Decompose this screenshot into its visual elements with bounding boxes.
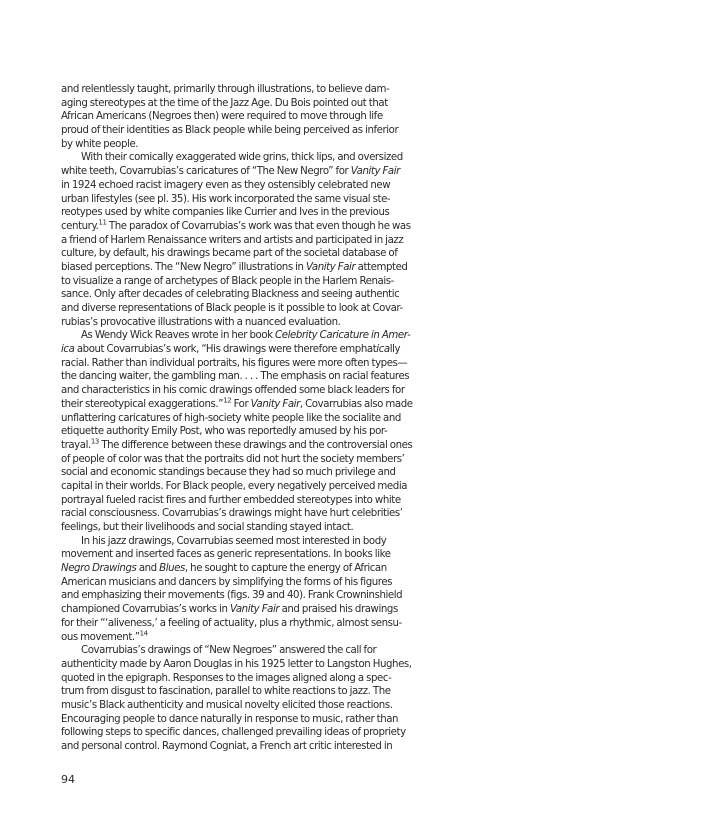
text-line: movement and inserted faces as generic representations. In books like [61,549,391,561]
text-line: Encouraging people to dance naturally in response to music, rather than [61,713,399,725]
text-line: trayal.$^{13}$ The difference between these drawings and the controversial ones [61,437,413,451]
page-number: 94 [61,773,75,786]
text-line: proud of their identities as Black people while being perceived as inferior [61,125,399,137]
text-line: championed Covarrubias’s works in Vanity Fair and praised his drawings [61,604,398,616]
text-line: ica about Covarrubias’s work, “His drawings were therefore emphatically [61,344,401,356]
text-line: capital in their worlds. For Black people, every negatively perceived media [61,480,408,492]
text-line: a friend of Harlem Renaissance writers and artists and participated in jazz [61,234,404,246]
text-line: trum from disgust to fascination, parallel to white reactions to jazz. The [61,686,391,698]
text-line: of people of color was that the portraits did not hurt the society members’ [61,453,405,465]
text-line: aging stereotypes at the time of the Jazz Age. Du Bois pointed out that [61,97,388,109]
text-line: reotypes used by white companies like Currier and Ives in the previous [61,207,390,219]
text-line: white teeth, Covarrubias’s caricatures of “The New Negro” for Vanity Fair [61,166,400,178]
text-line: feelings, but their livelihoods and social standing stayed intact. [61,522,354,533]
text-line: As Wendy Wick Reaves wrote in her book Celebrity Caricature in Amer- [81,330,411,342]
text-line: culture, by default, his drawings became part of the societal database of [61,248,398,260]
text-line: and personal control. Raymond Cogniat, a French art critic interested in [61,741,393,752]
text-line: the dancing waiter, the gambling man. . . . The emphasis on racial features [61,371,410,383]
text-line: social and economic standings because they had so much privilege and [61,467,396,479]
text-line: and relentlessly taught, primarily through illustrations, to believe dam- [61,84,390,95]
text-line: etiquette authority Emily Post, who was reportedly amused by his por- [61,426,388,438]
text-line: American musicians and dancers by simplifying the forms of his figures [61,576,393,588]
text-line: their stereotypical exaggerations.”$^{12}$ For Vanity Fair, Covarrubias also made [61,396,413,410]
text-line: music’s Black authenticity and musical novelty elicited those reactions. [61,699,393,711]
text-line: African Americans (Negroes then) were required to move through life [61,111,383,123]
text-line: following steps to specific dances, challenged prevailing ideas of propriety [61,727,406,739]
text-line: portrayal fueled racist fires and further embedded stereotypes into white [61,494,401,506]
text-line: Covarrubias’s drawings of “New Negroes” answered the call for [81,645,377,657]
text-line: In his jazz drawings, Covarrubias seemed most interested in body [81,535,387,547]
text-line: and diverse representations of Black people is it possible to look at Covar- [61,303,403,314]
text-line: century.$^{11}$ The paradox of Covarrubias’s work was that even though he was [61,218,411,232]
text-line: and emphasizing their movements (figs. 39 and 40). Frank Crowninshield [61,590,403,602]
text-line: ous movement.”$^{14}$ [61,629,148,643]
text-line: sance. Only after decades of celebrating Blackness and seeing authentic [61,289,400,301]
text-line: With their comically exaggerated wide grins, thick lips, and oversized [81,152,403,164]
body-text [61,83,411,754]
text-line: rubias’s provocative illustrations with a nuanced evaluation. [61,316,341,328]
text-line: authenticity made by Aaron Douglas in his 1925 letter to Langston Hughes, [61,658,412,670]
text-line: biased perceptions. The “New Negro” illustrations in Vanity Fair attempted [61,261,408,273]
text-line: Negro Drawings and Blues, he sought to capture the energy of African [61,563,387,575]
text-line: and characteristics in his comic drawings offended some black leaders for [61,385,405,397]
text-line: racial. Rather than individual portraits, his figures were more often types— [61,357,408,369]
text-line: by white people. [61,138,139,150]
text-line: in 1924 echoed racist imagery even as they ostensibly celebrated new [61,179,391,191]
text-line: unflattering caricatures of high-society white people like the socialite and [61,412,401,424]
text-line: racial consciousness. Covarrubias’s drawings might have hurt celebrities’ [61,508,403,520]
text-line: urban lifestyles (see pl. 35). His work incorporated the same visual ste- [61,193,391,205]
text-line: for their “‘aliveness,’ a feeling of actuality, plus a rhythmic, almost sensu- [61,617,402,629]
text-line: to visualize a range of archetypes of Black people in the Harlem Renais- [61,275,394,287]
text-line: quoted in the epigraph. Responses to the images aligned along a spec- [61,672,392,684]
